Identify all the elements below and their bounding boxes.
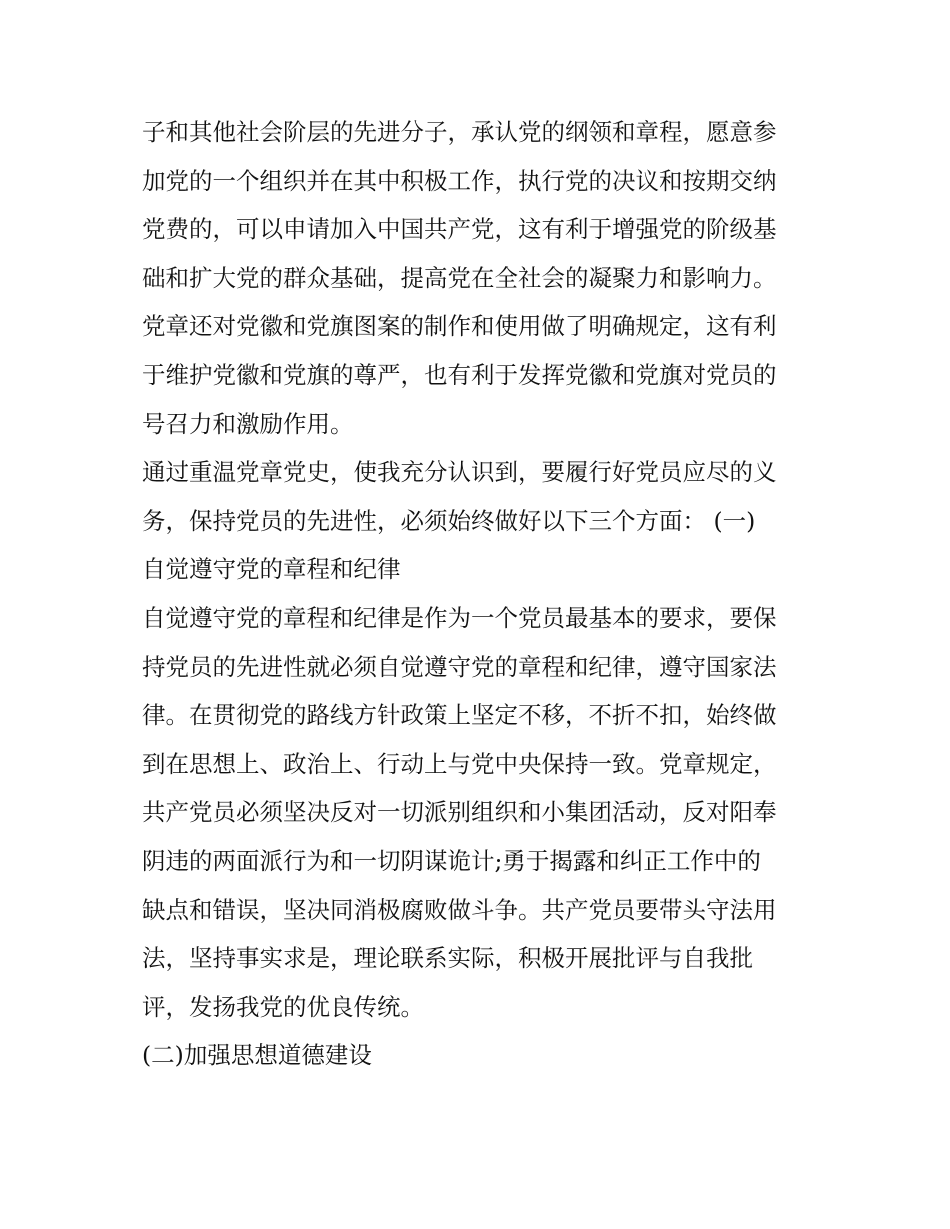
- section-heading: 自觉遵守党的章程和纪律: [142, 555, 401, 584]
- text-line: 党费的，可以申请加入中国共产党，这有利于增强党的阶级基: [142, 215, 777, 244]
- text-line: 阴违的两面派行为和一切阴谋诡计;勇于揭露和纠正工作中的: [142, 846, 761, 875]
- text-line: 持党员的先进性就必须自觉遵守党的章程和纪律，遵守国家法: [142, 652, 777, 681]
- document-body: [142, 108, 822, 1080]
- text-line: 到在思想上、政治上、行动上与党中央保持一致。党章规定，: [142, 749, 777, 778]
- text-line: 务，保持党员的先进性，必须始终做好以下三个方面： (一): [142, 506, 756, 535]
- text-line: 通过重温党章党史，使我充分认识到，要履行好党员应尽的义: [142, 458, 777, 487]
- text-line: 缺点和错误，坚决同消极腐败做斗争。共产党员要带头守法用: [142, 895, 777, 924]
- text-line: 律。在贯彻党的路线方针政策上坚定不移，不折不扣，始终做: [142, 701, 777, 730]
- text-line: 子和其他社会阶层的先进分子，承认党的纲领和章程，愿意参: [142, 118, 777, 146]
- text-line: 加党的一个组织并在其中积极工作，执行党的决议和按期交纳: [142, 166, 777, 195]
- text-line: 法，坚持事实求是，理论联系实际，积极开展批评与自我批: [142, 944, 753, 973]
- text-line: 自觉遵守党的章程和纪律是作为一个党员最基本的要求，要保: [142, 603, 777, 632]
- text-line: 于维护党徽和党旗的尊严，也有利于发挥党徽和党旗对党员的: [142, 360, 777, 389]
- text-line: 评，发扬我党的优良传统。: [142, 992, 424, 1021]
- text-line: 号召力和激励作用。: [142, 409, 354, 438]
- text-line: 共产党员必须坚决反对一切派别组织和小集团活动，反对阳奉: [142, 798, 777, 827]
- text-line: 础和扩大党的群众基础，提高党在全社会的凝聚力和影响力。: [142, 263, 777, 292]
- text-line: 党章还对党徽和党旗图案的制作和使用做了明确规定，这有利: [142, 312, 777, 341]
- section-heading: (二)加强思想道德建设: [142, 1041, 372, 1070]
